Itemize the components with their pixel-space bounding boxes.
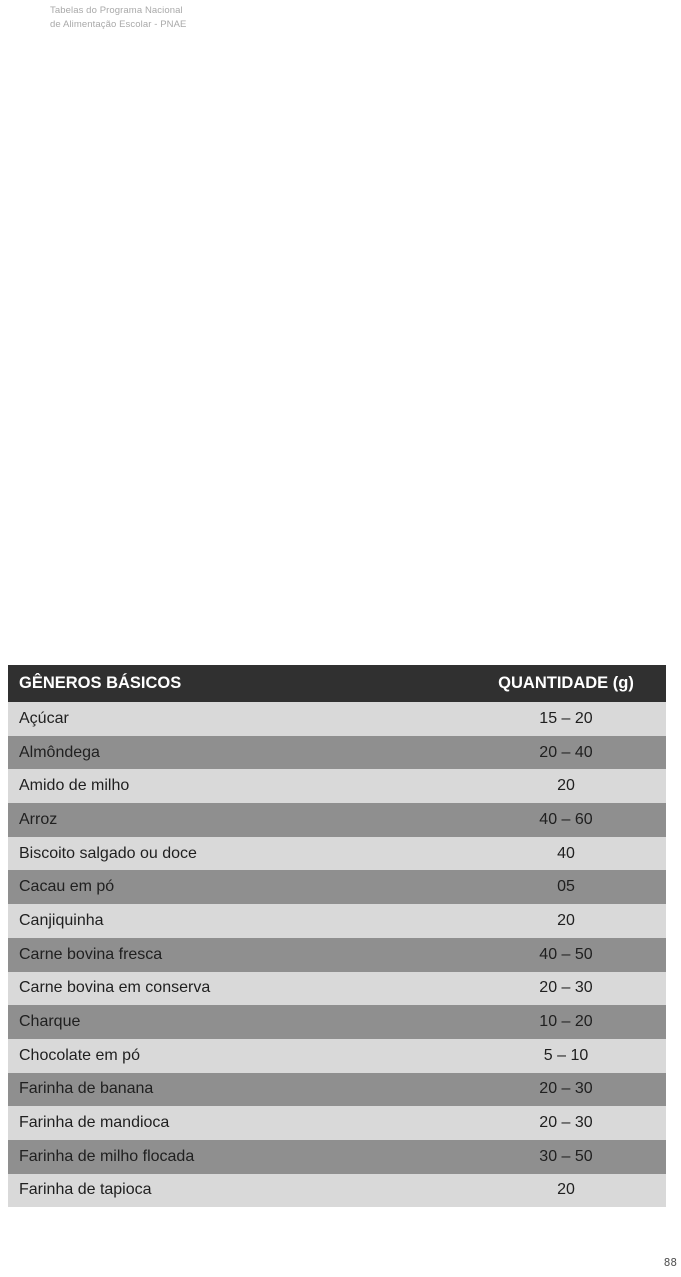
header-line-1: Tabelas do Programa Nacional (50, 5, 183, 16)
quantity-cell: 15 – 20 (466, 702, 666, 736)
table-row (8, 1039, 666, 1073)
food-cell: Farinha de mandioca (8, 1106, 466, 1140)
header-line-2: de Alimentação Escolar - PNAE (50, 19, 187, 30)
table-row (8, 938, 666, 972)
table-row (8, 1106, 666, 1140)
table-row (8, 702, 666, 736)
table-row (8, 1174, 666, 1208)
table-row (8, 769, 666, 803)
table-row (8, 736, 666, 770)
food-cell: Farinha de banana (8, 1073, 466, 1107)
food-cell: Chocolate em pó (8, 1039, 466, 1073)
table-row (8, 1005, 666, 1039)
food-quantity-table (8, 665, 666, 1207)
table-row (8, 803, 666, 837)
table-header-row (8, 665, 666, 702)
page-header (50, 4, 187, 32)
food-cell: Biscoito salgado ou doce (8, 837, 466, 871)
quantity-cell: 20 – 30 (466, 1106, 666, 1140)
quantity-cell: 20 (466, 769, 666, 803)
food-cell: Charque (8, 1005, 466, 1039)
quantity-cell: 05 (466, 870, 666, 904)
food-cell: Arroz (8, 803, 466, 837)
food-cell: Carne bovina em conserva (8, 972, 466, 1006)
quantity-cell: 20 – 30 (466, 1073, 666, 1107)
quantity-cell: 40 – 60 (466, 803, 666, 837)
quantity-cell: 20 – 30 (466, 972, 666, 1006)
food-cell: Almôndega (8, 736, 466, 770)
table-row (8, 904, 666, 938)
food-cell: Canjiquinha (8, 904, 466, 938)
quantity-cell: 20 – 40 (466, 736, 666, 770)
food-cell: Amido de milho (8, 769, 466, 803)
table-row (8, 972, 666, 1006)
food-cell: Farinha de tapioca (8, 1174, 466, 1208)
food-cell: Açúcar (8, 702, 466, 736)
table-row (8, 870, 666, 904)
quantity-cell: 10 – 20 (466, 1005, 666, 1039)
page-number: 88 (663, 1256, 677, 1269)
quantity-cell: 5 – 10 (466, 1039, 666, 1073)
quantity-cell: 20 (466, 904, 666, 938)
table-row (8, 837, 666, 871)
table-row (8, 1073, 666, 1107)
food-cell: Carne bovina fresca (8, 938, 466, 972)
column-header-quantity: QUANTIDADE (g) (466, 665, 666, 702)
quantity-cell: 40 (466, 837, 666, 871)
quantity-cell: 20 (466, 1174, 666, 1208)
food-cell: Farinha de milho flocada (8, 1140, 466, 1174)
quantity-cell: 30 – 50 (466, 1140, 666, 1174)
column-header-food: GÊNEROS BÁSICOS (8, 665, 466, 702)
food-cell: Cacau em pó (8, 870, 466, 904)
quantity-cell: 40 – 50 (466, 938, 666, 972)
table-row (8, 1140, 666, 1174)
